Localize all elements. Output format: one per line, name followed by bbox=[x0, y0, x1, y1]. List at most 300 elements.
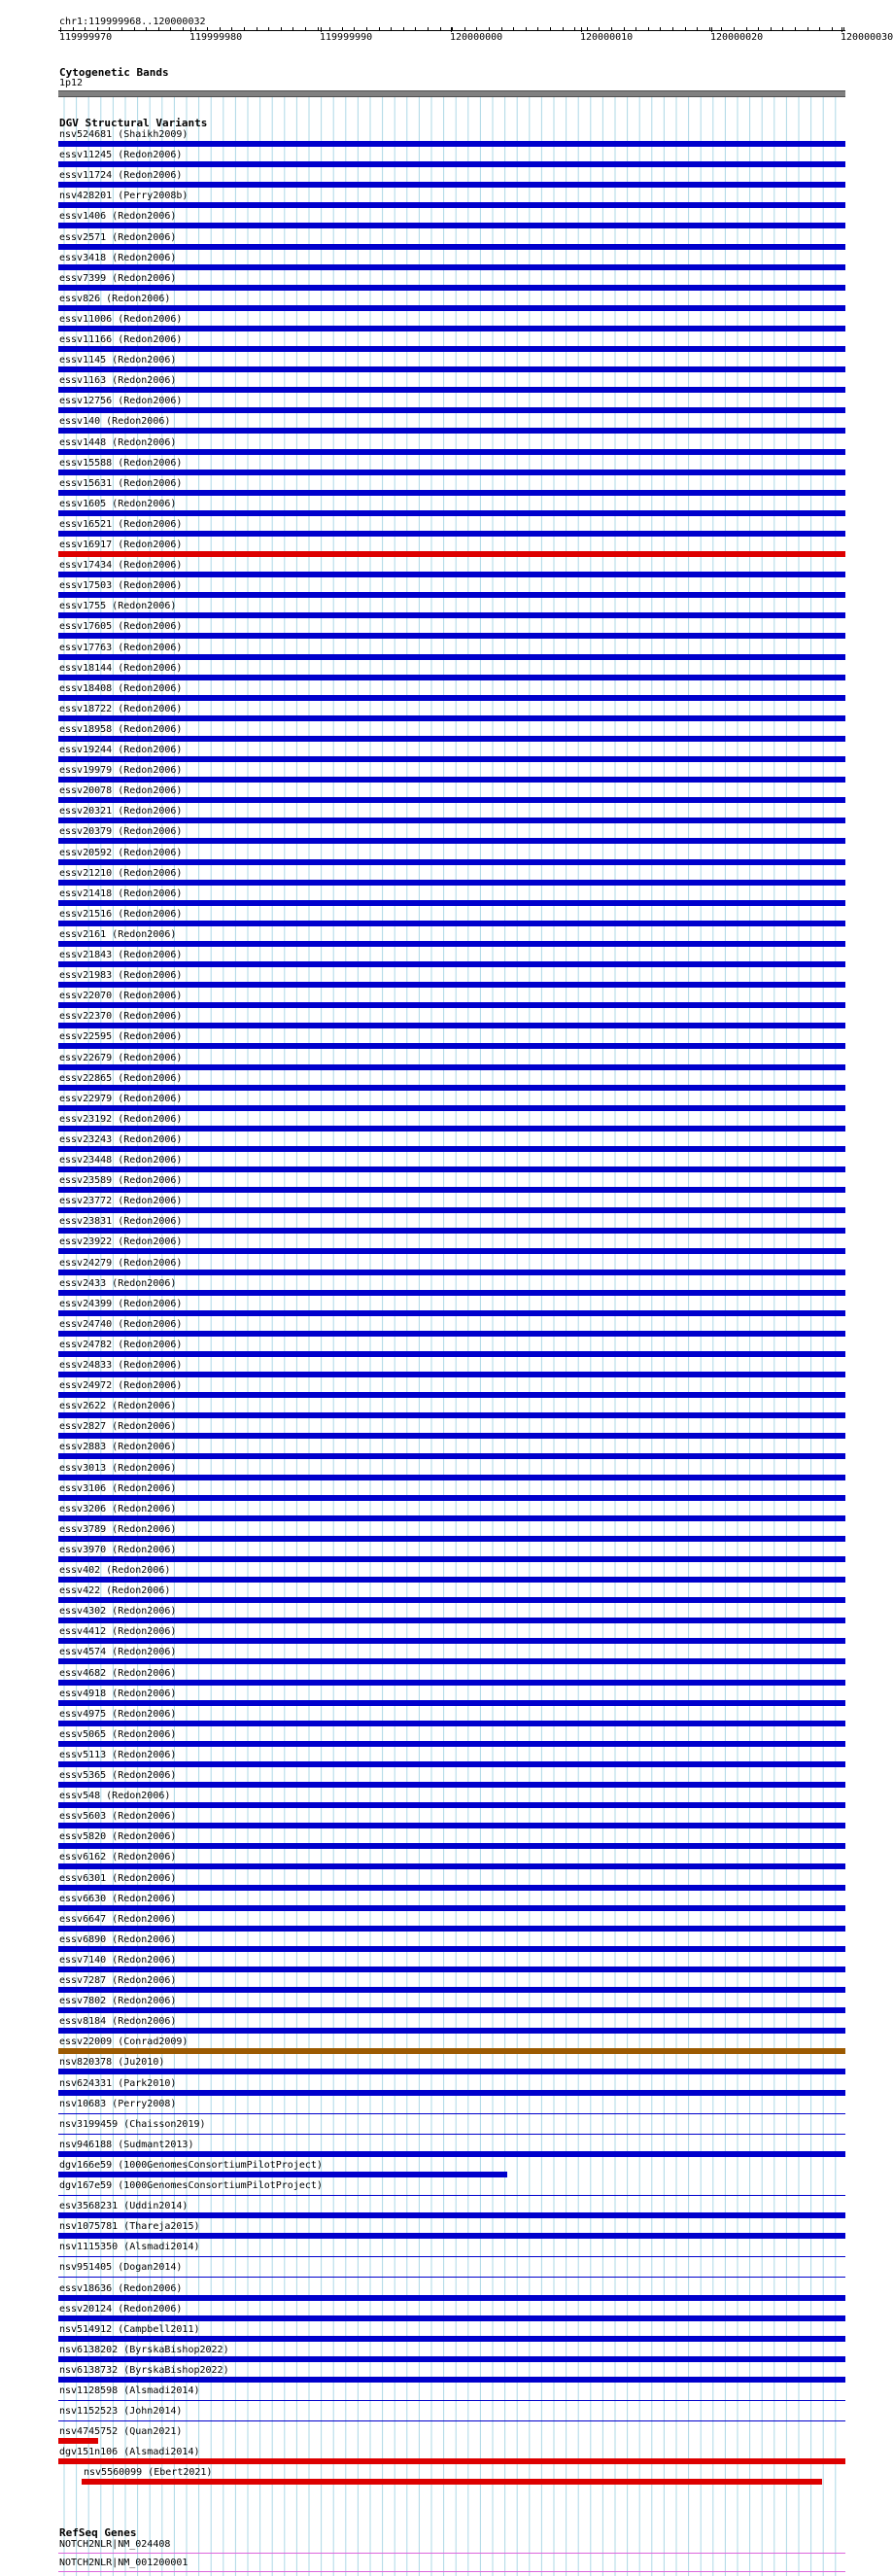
ruler-minor-tick bbox=[158, 27, 159, 30]
variant-label[interactable]: essv18722 (Redon2006) bbox=[59, 703, 183, 714]
variant-label[interactable]: essv7802 (Redon2006) bbox=[59, 1996, 177, 2007]
variant-label[interactable]: nsv1115350 (Alsmadi2014) bbox=[59, 2242, 200, 2253]
ruler-minor-tick bbox=[231, 27, 232, 30]
variant-bar[interactable] bbox=[58, 1577, 845, 1583]
variant-bar[interactable] bbox=[58, 1270, 845, 1275]
variant-label[interactable]: esv3568231 (Uddin2014) bbox=[59, 2201, 189, 2212]
variant-bar[interactable] bbox=[58, 921, 845, 926]
variant-label[interactable]: essv2433 (Redon2006) bbox=[59, 1277, 177, 1289]
variant-bar[interactable] bbox=[58, 838, 845, 844]
variant-bar[interactable] bbox=[58, 1002, 845, 1008]
variant-label[interactable]: essv22070 (Redon2006) bbox=[59, 991, 183, 1002]
variant-bar[interactable] bbox=[58, 1843, 845, 1849]
ruler-minor-tick bbox=[342, 27, 343, 30]
variant-bar[interactable] bbox=[58, 859, 845, 865]
variant-label[interactable]: essv22865 (Redon2006) bbox=[59, 1072, 183, 1084]
variant-bar[interactable] bbox=[58, 1290, 845, 1296]
variant-line[interactable] bbox=[58, 2256, 845, 2257]
ruler-minor-tick bbox=[415, 27, 416, 30]
variant-label[interactable]: essv20592 (Redon2006) bbox=[59, 847, 183, 858]
variant-label[interactable]: essv17503 (Redon2006) bbox=[59, 580, 183, 592]
variant-label[interactable]: essv4975 (Redon2006) bbox=[59, 1708, 177, 1720]
variant-label[interactable]: essv16521 (Redon2006) bbox=[59, 518, 183, 530]
ruler-minor-tick bbox=[782, 27, 783, 30]
variant-label[interactable]: nsv6138202 (ByrskaBishop2022) bbox=[59, 2344, 229, 2355]
variant-bar[interactable] bbox=[58, 818, 845, 823]
variant-bar[interactable] bbox=[58, 1597, 845, 1603]
variant-bar[interactable] bbox=[58, 1556, 845, 1562]
variant-label[interactable]: essv7287 (Redon2006) bbox=[59, 1975, 177, 1986]
variant-label[interactable]: essv2571 (Redon2006) bbox=[59, 231, 177, 243]
variant-bar[interactable] bbox=[58, 2212, 845, 2218]
variant-label[interactable]: essv21983 (Redon2006) bbox=[59, 970, 183, 982]
ruler-minor-tick bbox=[513, 27, 514, 30]
variant-bar[interactable] bbox=[58, 202, 845, 208]
variant-bar[interactable] bbox=[58, 675, 845, 680]
variant-label[interactable]: nsv5560099 (Ebert2021) bbox=[84, 2467, 213, 2479]
variant-bar[interactable] bbox=[58, 346, 845, 352]
ruler-tick-label: 119999980 bbox=[189, 32, 243, 43]
variant-label[interactable]: essv7140 (Redon2006) bbox=[59, 1954, 177, 1966]
ruler-minor-tick bbox=[563, 27, 564, 30]
ruler-minor-tick bbox=[329, 27, 330, 30]
variant-label[interactable]: essv6647 (Redon2006) bbox=[59, 1913, 177, 1925]
variant-label[interactable]: essv5113 (Redon2006) bbox=[59, 1749, 177, 1760]
ruler-minor-tick bbox=[440, 27, 441, 30]
variant-label[interactable]: essv8184 (Redon2006) bbox=[59, 2016, 177, 2028]
variant-label[interactable]: essv18636 (Redon2006) bbox=[59, 2282, 183, 2294]
dgv-track-title: DGV Structural Variants bbox=[59, 117, 208, 129]
variant-label[interactable]: essv140 (Redon2006) bbox=[59, 416, 171, 428]
variant-bar[interactable] bbox=[58, 2458, 845, 2464]
ruler-minor-tick bbox=[318, 27, 319, 30]
variant-label[interactable]: essv23772 (Redon2006) bbox=[59, 1196, 183, 1207]
ruler-minor-tick bbox=[109, 27, 110, 30]
ruler-minor-tick bbox=[734, 27, 735, 30]
variant-label[interactable]: essv21843 (Redon2006) bbox=[59, 950, 183, 960]
ruler-minor-tick bbox=[574, 27, 575, 30]
ruler-minor-tick bbox=[379, 27, 380, 30]
variant-bar[interactable] bbox=[58, 326, 845, 331]
variant-bar[interactable] bbox=[58, 387, 845, 393]
variant-bar[interactable] bbox=[58, 1412, 845, 1418]
variant-label[interactable]: essv15588 (Redon2006) bbox=[59, 457, 183, 469]
variant-label[interactable]: essv20078 (Redon2006) bbox=[59, 785, 183, 797]
variant-bar[interactable] bbox=[58, 2007, 845, 2013]
variant-label[interactable]: essv6890 (Redon2006) bbox=[59, 1933, 177, 1945]
variant-label[interactable]: essv2161 (Redon2006) bbox=[59, 928, 177, 940]
variant-line[interactable] bbox=[58, 2195, 845, 2196]
cytoband-bar[interactable] bbox=[58, 90, 845, 97]
variant-bar[interactable] bbox=[58, 1946, 845, 1952]
refseq-track-title: RefSeq Genes bbox=[59, 2526, 137, 2539]
variant-label[interactable]: essv24399 (Redon2006) bbox=[59, 1298, 183, 1309]
ruler-minor-tick bbox=[795, 27, 796, 30]
variant-label[interactable]: essv4682 (Redon2006) bbox=[59, 1667, 177, 1679]
variant-bar[interactable] bbox=[58, 223, 845, 228]
variant-label[interactable]: essv23589 (Redon2006) bbox=[59, 1175, 183, 1187]
variant-label[interactable]: essv17605 (Redon2006) bbox=[59, 621, 183, 633]
variant-bar[interactable] bbox=[58, 1392, 845, 1398]
variant-label[interactable]: nsv3199459 (Chaisson2019) bbox=[59, 2118, 206, 2130]
variant-bar[interactable] bbox=[58, 1043, 845, 1049]
variant-bar[interactable] bbox=[58, 654, 845, 660]
variant-label[interactable]: essv402 (Redon2006) bbox=[59, 1565, 171, 1576]
variant-label[interactable]: essv16917 (Redon2006) bbox=[59, 540, 183, 550]
variant-line[interactable] bbox=[58, 2113, 845, 2114]
variant-bar[interactable] bbox=[58, 1721, 845, 1726]
variant-label[interactable]: essv23448 (Redon2006) bbox=[59, 1155, 183, 1166]
variant-bar[interactable] bbox=[58, 1064, 845, 1070]
variant-bar[interactable] bbox=[58, 1515, 845, 1521]
variant-label[interactable]: nsv946188 (Sudmant2013) bbox=[59, 2139, 194, 2150]
variant-bar[interactable] bbox=[58, 612, 845, 618]
ruler-minor-tick bbox=[685, 27, 686, 30]
ruler-minor-tick bbox=[73, 27, 74, 30]
variant-label[interactable]: essv1145 (Redon2006) bbox=[59, 355, 177, 366]
variant-bar[interactable] bbox=[58, 2233, 845, 2239]
variant-bar[interactable] bbox=[58, 1680, 845, 1686]
variant-label[interactable]: essv548 (Redon2006) bbox=[59, 1791, 171, 1802]
variant-bar[interactable] bbox=[58, 2028, 845, 2034]
variant-bar[interactable] bbox=[58, 305, 845, 311]
variant-label[interactable]: essv24279 (Redon2006) bbox=[59, 1257, 183, 1269]
variant-label[interactable]: essv6630 (Redon2006) bbox=[59, 1893, 177, 1904]
variant-line[interactable] bbox=[58, 2277, 845, 2278]
variant-label[interactable]: essv3789 (Redon2006) bbox=[59, 1523, 177, 1535]
variant-bar[interactable] bbox=[58, 2377, 845, 2383]
variant-bar[interactable] bbox=[58, 2356, 845, 2362]
variant-label[interactable]: essv15631 (Redon2006) bbox=[59, 477, 183, 489]
variant-label[interactable]: nsv624331 (Park2010) bbox=[59, 2077, 177, 2089]
ruler-minor-tick bbox=[635, 27, 636, 30]
ruler-minor-tick bbox=[244, 27, 245, 30]
variant-bar[interactable] bbox=[58, 551, 845, 557]
variant-line[interactable] bbox=[58, 2134, 845, 2135]
variant-bar[interactable] bbox=[58, 244, 845, 250]
variant-bar[interactable] bbox=[58, 1926, 845, 1932]
variant-bar[interactable] bbox=[58, 1166, 845, 1172]
variant-label[interactable]: nsv820378 (Ju2010) bbox=[59, 2057, 165, 2069]
gene-label[interactable]: NOTCH2NLR|NM_001200001 bbox=[59, 2558, 189, 2568]
variant-bar[interactable] bbox=[58, 531, 845, 537]
ruler-minor-tick bbox=[660, 27, 661, 30]
variant-bar[interactable] bbox=[58, 2172, 507, 2177]
variant-bar[interactable] bbox=[58, 1228, 845, 1234]
variant-label[interactable]: essv24972 (Redon2006) bbox=[59, 1380, 183, 1392]
ruler-minor-tick bbox=[550, 27, 551, 30]
variant-label[interactable]: essv11166 (Redon2006) bbox=[59, 334, 183, 345]
variant-label[interactable]: essv24833 (Redon2006) bbox=[59, 1360, 183, 1371]
variant-bar[interactable] bbox=[58, 1700, 845, 1706]
variant-label[interactable]: nsv1128598 (Alsmadi2014) bbox=[59, 2385, 200, 2396]
variant-bar[interactable] bbox=[58, 490, 845, 496]
variant-bar[interactable] bbox=[58, 1885, 845, 1891]
variant-bar[interactable] bbox=[58, 1105, 845, 1111]
ruler-minor-tick bbox=[220, 27, 221, 30]
variant-label[interactable]: essv22009 (Conrad2009) bbox=[59, 2036, 189, 2048]
variant-label[interactable]: essv1406 (Redon2006) bbox=[59, 211, 177, 223]
variant-label[interactable]: essv22370 (Redon2006) bbox=[59, 1011, 183, 1023]
variant-label[interactable]: essv22679 (Redon2006) bbox=[59, 1052, 183, 1063]
ruler-minor-tick bbox=[146, 27, 147, 30]
ruler-location-label: chr1:119999968..120000032 bbox=[59, 17, 206, 27]
variant-label[interactable]: essv3106 (Redon2006) bbox=[59, 1482, 177, 1494]
variant-label[interactable]: essv22595 (Redon2006) bbox=[59, 1031, 183, 1043]
variant-bar[interactable] bbox=[58, 1207, 845, 1213]
variant-bar[interactable] bbox=[58, 1085, 845, 1091]
variant-label[interactable]: essv20379 (Redon2006) bbox=[59, 826, 183, 838]
variant-label[interactable]: essv23192 (Redon2006) bbox=[59, 1113, 183, 1125]
variant-label[interactable]: essv1163 (Redon2006) bbox=[59, 375, 177, 387]
ruler-minor-tick bbox=[354, 27, 355, 30]
variant-label[interactable]: essv18144 (Redon2006) bbox=[59, 662, 183, 674]
variant-bar[interactable] bbox=[58, 1536, 845, 1542]
ruler-minor-tick bbox=[771, 27, 772, 30]
variant-bar[interactable] bbox=[58, 2048, 845, 2054]
variant-label[interactable]: essv17434 (Redon2006) bbox=[59, 560, 183, 572]
variant-bar[interactable] bbox=[58, 428, 845, 434]
ruler-tick-label: 120000010 bbox=[580, 32, 634, 43]
variant-bar[interactable] bbox=[58, 1187, 845, 1193]
variant-bar[interactable] bbox=[58, 285, 845, 291]
variant-label[interactable]: essv20321 (Redon2006) bbox=[59, 806, 183, 818]
variant-label[interactable]: nsv10683 (Perry2008) bbox=[59, 2098, 177, 2109]
variant-label[interactable]: essv19979 (Redon2006) bbox=[59, 765, 183, 777]
variant-bar[interactable] bbox=[58, 470, 845, 475]
variant-label[interactable]: essv1755 (Redon2006) bbox=[59, 601, 177, 612]
variant-label[interactable]: nsv1152523 (John2014) bbox=[59, 2406, 183, 2418]
variant-bar[interactable] bbox=[58, 736, 845, 742]
ruler-minor-tick bbox=[843, 27, 844, 30]
variant-bar[interactable] bbox=[58, 1495, 845, 1501]
variant-label[interactable]: essv2622 (Redon2006) bbox=[59, 1401, 177, 1412]
variant-bar[interactable] bbox=[82, 2479, 821, 2485]
variant-label[interactable]: nsv1075781 (Thareja2015) bbox=[59, 2221, 200, 2233]
variant-bar[interactable] bbox=[58, 1146, 845, 1152]
variant-bar[interactable] bbox=[58, 1638, 845, 1644]
variant-bar[interactable] bbox=[58, 1453, 845, 1459]
variant-bar[interactable] bbox=[58, 2090, 845, 2096]
variant-bar[interactable] bbox=[58, 695, 845, 701]
ruler-minor-tick bbox=[268, 27, 269, 30]
variant-line[interactable] bbox=[58, 2400, 845, 2401]
variant-label[interactable]: essv24782 (Redon2006) bbox=[59, 1339, 183, 1350]
variant-bar[interactable] bbox=[58, 161, 845, 167]
ruler-minor-tick bbox=[611, 27, 612, 30]
cytoband-name: 1p12 bbox=[59, 78, 84, 88]
variant-label[interactable]: essv11724 (Redon2006) bbox=[59, 170, 183, 182]
variant-label[interactable]: essv21210 (Redon2006) bbox=[59, 867, 183, 879]
variant-label[interactable]: essv18408 (Redon2006) bbox=[59, 682, 183, 694]
ruler-minor-tick bbox=[428, 27, 429, 30]
variant-bar[interactable] bbox=[58, 2069, 845, 2074]
variant-label[interactable]: essv1448 (Redon2006) bbox=[59, 436, 177, 448]
variant-label[interactable]: nsv428201 (Perry2008b) bbox=[59, 191, 189, 202]
ruler-minor-tick bbox=[121, 27, 122, 30]
ruler-tick-label: 120000020 bbox=[710, 32, 764, 43]
variant-label[interactable]: essv5820 (Redon2006) bbox=[59, 1831, 177, 1843]
variant-bar[interactable] bbox=[58, 1618, 845, 1623]
variant-label[interactable]: essv23831 (Redon2006) bbox=[59, 1216, 183, 1228]
variant-bar[interactable] bbox=[58, 2438, 98, 2444]
variant-label[interactable]: essv22979 (Redon2006) bbox=[59, 1093, 183, 1104]
variant-label[interactable]: essv11006 (Redon2006) bbox=[59, 313, 183, 325]
variant-label[interactable]: essv17763 (Redon2006) bbox=[59, 642, 183, 653]
variant-bar[interactable] bbox=[58, 1987, 845, 1993]
variant-label[interactable]: essv3418 (Redon2006) bbox=[59, 252, 177, 263]
variant-label[interactable]: essv24740 (Redon2006) bbox=[59, 1318, 183, 1330]
ruler-minor-tick bbox=[464, 27, 465, 30]
variant-bar[interactable] bbox=[58, 141, 845, 147]
ruler-minor-tick bbox=[366, 27, 367, 30]
variant-bar[interactable] bbox=[58, 1863, 845, 1869]
variant-label[interactable]: nsv951405 (Dogan2014) bbox=[59, 2262, 183, 2274]
ruler-minor-tick bbox=[134, 27, 135, 30]
ruler-minor-tick bbox=[526, 27, 527, 30]
variant-label[interactable]: essv18958 (Redon2006) bbox=[59, 723, 183, 735]
variant-bar[interactable] bbox=[58, 1126, 845, 1131]
variant-bar[interactable] bbox=[58, 1741, 845, 1747]
variant-label[interactable]: essv6301 (Redon2006) bbox=[59, 1872, 177, 1884]
variant-label[interactable]: essv422 (Redon2006) bbox=[59, 1585, 171, 1597]
ruler-minor-tick bbox=[832, 27, 833, 30]
variant-bar[interactable] bbox=[58, 1967, 845, 1972]
variant-bar[interactable] bbox=[58, 633, 845, 639]
variant-bar[interactable] bbox=[58, 777, 845, 783]
variant-label[interactable]: essv3206 (Redon2006) bbox=[59, 1503, 177, 1514]
ruler-minor-tick bbox=[599, 27, 600, 30]
variant-label[interactable]: essv2883 (Redon2006) bbox=[59, 1442, 177, 1453]
gene-intron-line[interactable] bbox=[58, 2571, 845, 2572]
variant-bar[interactable] bbox=[58, 572, 845, 577]
variant-label[interactable]: essv12756 (Redon2006) bbox=[59, 396, 183, 407]
ruler-axis-line bbox=[58, 30, 845, 31]
variant-bar[interactable] bbox=[58, 2336, 845, 2342]
variant-bar[interactable] bbox=[58, 1475, 845, 1480]
variant-line[interactable] bbox=[58, 2420, 845, 2421]
ruler-tick-label: 119999990 bbox=[320, 32, 373, 43]
ruler-minor-tick bbox=[746, 27, 747, 30]
variant-label[interactable]: essv4918 (Redon2006) bbox=[59, 1688, 177, 1699]
variant-label[interactable]: essv4412 (Redon2006) bbox=[59, 1626, 177, 1638]
variant-bar[interactable] bbox=[58, 1761, 845, 1767]
variant-label[interactable]: essv19244 (Redon2006) bbox=[59, 745, 183, 755]
variant-bar[interactable] bbox=[58, 510, 845, 516]
variant-bar[interactable] bbox=[58, 1905, 845, 1911]
variant-bar[interactable] bbox=[58, 1433, 845, 1439]
variant-label[interactable]: nsv514912 (Campbell2011) bbox=[59, 2323, 200, 2335]
variant-label[interactable]: essv4574 (Redon2006) bbox=[59, 1647, 177, 1658]
ruler-minor-tick bbox=[281, 27, 282, 30]
variant-label[interactable]: essv3013 (Redon2006) bbox=[59, 1462, 177, 1474]
ruler-minor-tick bbox=[501, 27, 502, 30]
variant-label[interactable]: dgv151n106 (Alsmadi2014) bbox=[59, 2447, 200, 2458]
variant-bar[interactable] bbox=[58, 1782, 845, 1788]
ruler-minor-tick bbox=[305, 27, 306, 30]
variant-bar[interactable] bbox=[58, 1310, 845, 1316]
variant-label[interactable]: essv11245 (Redon2006) bbox=[59, 150, 183, 161]
ruler-minor-tick bbox=[697, 27, 698, 30]
variant-label[interactable]: essv3970 (Redon2006) bbox=[59, 1544, 177, 1555]
variant-bar[interactable] bbox=[58, 1658, 845, 1664]
variant-bar[interactable] bbox=[58, 1331, 845, 1337]
variant-label[interactable]: essv5065 (Redon2006) bbox=[59, 1728, 177, 1740]
variant-label[interactable]: essv2827 (Redon2006) bbox=[59, 1421, 177, 1433]
ruler-tick-label: 120000030 bbox=[841, 32, 893, 43]
variant-label[interactable]: essv21418 (Redon2006) bbox=[59, 888, 183, 899]
variant-bar[interactable] bbox=[58, 2151, 845, 2157]
variant-bar[interactable] bbox=[58, 982, 845, 988]
ruler-minor-tick bbox=[672, 27, 673, 30]
ruler-minor-tick bbox=[819, 27, 820, 30]
variant-bar[interactable] bbox=[58, 941, 845, 947]
variant-bar[interactable] bbox=[58, 592, 845, 598]
ruler-minor-tick bbox=[537, 27, 538, 30]
ruler-minor-tick bbox=[452, 27, 453, 30]
ruler-minor-tick bbox=[489, 27, 490, 30]
variant-label[interactable]: nsv524681 (Shaikh2009) bbox=[59, 129, 189, 140]
ruler-minor-tick bbox=[183, 27, 184, 30]
variant-bar[interactable] bbox=[58, 715, 845, 721]
variant-label[interactable]: essv20124 (Redon2006) bbox=[59, 2303, 183, 2315]
variant-bar[interactable] bbox=[58, 1372, 845, 1377]
variant-bar[interactable] bbox=[58, 449, 845, 455]
ruler-minor-tick bbox=[207, 27, 208, 30]
ruler-minor-tick bbox=[758, 27, 759, 30]
variant-label[interactable]: essv5365 (Redon2006) bbox=[59, 1770, 177, 1781]
variant-bar[interactable] bbox=[58, 2295, 845, 2301]
variant-label[interactable]: essv1605 (Redon2006) bbox=[59, 498, 177, 509]
variant-bar[interactable] bbox=[58, 1351, 845, 1357]
variant-label[interactable]: dgv166e59 (1000GenomesConsortiumPilotProject) bbox=[59, 2159, 323, 2171]
variant-bar[interactable] bbox=[58, 366, 845, 372]
variant-bar[interactable] bbox=[58, 880, 845, 886]
variant-label[interactable]: essv23243 (Redon2006) bbox=[59, 1133, 183, 1145]
variant-label[interactable]: essv5603 (Redon2006) bbox=[59, 1811, 177, 1823]
variant-label[interactable]: essv4302 (Redon2006) bbox=[59, 1606, 177, 1618]
ruler-minor-tick bbox=[292, 27, 293, 30]
variant-bar[interactable] bbox=[58, 961, 845, 967]
variant-bar[interactable] bbox=[58, 1823, 845, 1828]
variant-label[interactable]: essv21516 (Redon2006) bbox=[59, 908, 183, 920]
ruler-minor-tick bbox=[85, 27, 86, 30]
variant-label[interactable]: essv23922 (Redon2006) bbox=[59, 1236, 183, 1248]
variant-bar[interactable] bbox=[58, 900, 845, 906]
cytoband-track-title: Cytogenetic Bands bbox=[59, 66, 169, 79]
ruler-minor-tick bbox=[257, 27, 258, 30]
variant-bar[interactable] bbox=[58, 797, 845, 803]
variant-bar[interactable] bbox=[58, 407, 845, 413]
variant-label[interactable]: nsv6138732 (ByrskaBishop2022) bbox=[59, 2364, 229, 2376]
variant-label[interactable]: nsv4745752 (Quan2021) bbox=[59, 2426, 183, 2438]
gene-intron-line[interactable] bbox=[58, 2553, 845, 2554]
ruler-minor-tick bbox=[721, 27, 722, 30]
variant-bar[interactable] bbox=[58, 756, 845, 762]
variant-label[interactable]: essv6162 (Redon2006) bbox=[59, 1852, 177, 1863]
variant-bar[interactable] bbox=[58, 2315, 845, 2321]
variant-bar[interactable] bbox=[58, 1248, 845, 1254]
variant-bar[interactable] bbox=[58, 1802, 845, 1808]
variant-label[interactable]: essv826 (Redon2006) bbox=[59, 293, 171, 304]
variant-label[interactable]: essv7399 (Redon2006) bbox=[59, 272, 177, 284]
ruler-tick-label: 119999970 bbox=[59, 32, 113, 43]
variant-bar[interactable] bbox=[58, 182, 845, 188]
variant-bar[interactable] bbox=[58, 1023, 845, 1028]
variant-label[interactable]: dgv167e59 (1000GenomesConsortiumPilotProject) bbox=[59, 2180, 323, 2191]
variant-bar[interactable] bbox=[58, 264, 845, 270]
gene-label[interactable]: NOTCH2NLR|NM_024408 bbox=[59, 2539, 171, 2550]
